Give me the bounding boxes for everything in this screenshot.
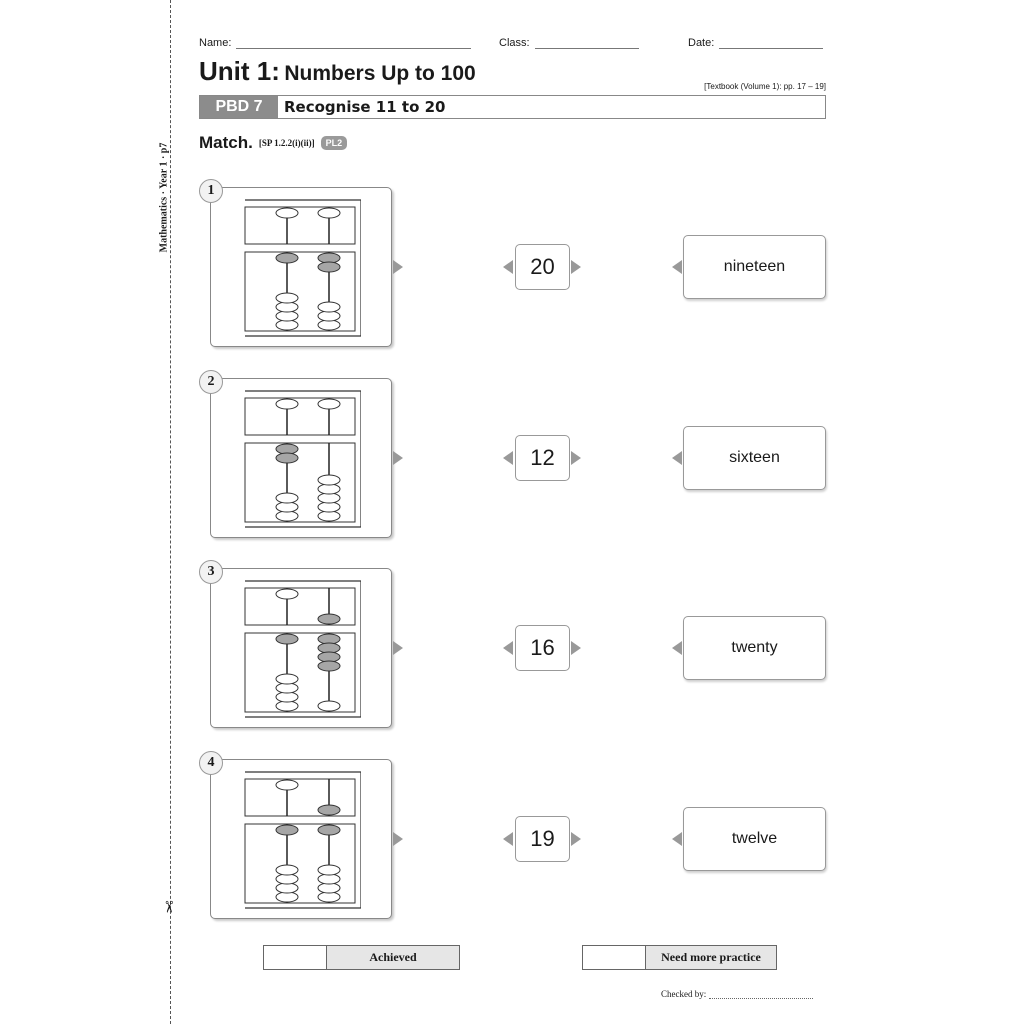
class-field[interactable]: Class: [499,37,639,49]
abacus [241,577,361,719]
connector-arrow[interactable] [393,832,403,846]
word-box[interactable]: twelve [683,807,826,871]
word-box[interactable]: twenty [683,616,826,680]
achieved-box[interactable] [263,945,460,970]
abacus-bead [276,293,298,303]
abacus [241,387,361,529]
level-badge: PL2 [321,136,348,150]
abacus-card [210,568,392,728]
abacus-card [210,378,392,538]
textbook-reference: [Textbook (Volume 1): pp. 17 – 19] [704,82,826,91]
need-practice-label: Need more practice [646,946,776,969]
page-title: Unit 1: Numbers Up to 100 [199,56,476,86]
cut-line [170,0,171,1024]
pbd-banner [199,95,826,119]
achieved-checkbox[interactable] [264,946,327,969]
scissors-icon: ✂ [159,900,177,914]
connector-arrow[interactable] [503,260,513,274]
connector-arrow[interactable] [393,451,403,465]
abacus-bead [318,701,340,711]
abacus-bead [318,865,340,875]
abacus [241,768,361,910]
abacus-bead [318,399,340,409]
abacus-bead [318,614,340,624]
abacus-bead [318,825,340,835]
abacus-bead [318,475,340,485]
connector-arrow[interactable] [503,832,513,846]
sp-reference: [SP 1.2.2(i)(ii)] [258,138,315,148]
abacus-bead [276,493,298,503]
need-practice-checkbox[interactable] [583,946,646,969]
name-field[interactable]: Name: [199,37,471,49]
abacus-bead [276,208,298,218]
abacus-bead [276,453,298,463]
numeral-box[interactable]: 16 [515,625,570,671]
date-field[interactable]: Date: [688,37,823,49]
question-number: 1 [199,179,223,203]
connector-arrow[interactable] [672,641,682,655]
pbd-name: Recognise 11 to 20 [284,98,446,116]
abacus-bead [276,825,298,835]
word-box[interactable]: sixteen [683,426,826,490]
connector-arrow[interactable] [672,832,682,846]
connector-arrow[interactable] [503,451,513,465]
abacus-bead [276,253,298,263]
numeral-box[interactable]: 19 [515,816,570,862]
numeral-box[interactable]: 20 [515,244,570,290]
question-number: 2 [199,370,223,394]
connector-arrow[interactable] [503,641,513,655]
question-number: 3 [199,560,223,584]
abacus-bead [276,589,298,599]
abacus-bead [276,780,298,790]
abacus-bead [318,805,340,815]
abacus-bead [276,634,298,644]
question-number: 4 [199,751,223,775]
connector-arrow[interactable] [571,641,581,655]
connector-arrow[interactable] [393,260,403,274]
connector-arrow[interactable] [571,260,581,274]
checked-by[interactable]: Checked by: [661,989,813,999]
abacus-bead [318,302,340,312]
pbd-code: PBD 7 [200,96,278,118]
abacus-card [210,759,392,919]
abacus-bead [318,208,340,218]
connector-arrow[interactable] [571,451,581,465]
abacus-bead [276,674,298,684]
instruction: Match. [SP 1.2.2(i)(ii)] PL2 [199,133,347,153]
abacus-bead [276,865,298,875]
abacus-bead [318,262,340,272]
numeral-box[interactable]: 12 [515,435,570,481]
connector-arrow[interactable] [571,832,581,846]
abacus-bead [276,399,298,409]
connector-arrow[interactable] [672,451,682,465]
abacus [241,196,361,338]
connector-arrow[interactable] [672,260,682,274]
connector-arrow[interactable] [393,641,403,655]
achieved-label: Achieved [327,946,459,969]
side-label: Mathematics · Year 1 · p7 [158,142,170,253]
abacus-card [210,187,392,347]
need-practice-box[interactable] [582,945,777,970]
abacus-bead [318,661,340,671]
word-box[interactable]: nineteen [683,235,826,299]
